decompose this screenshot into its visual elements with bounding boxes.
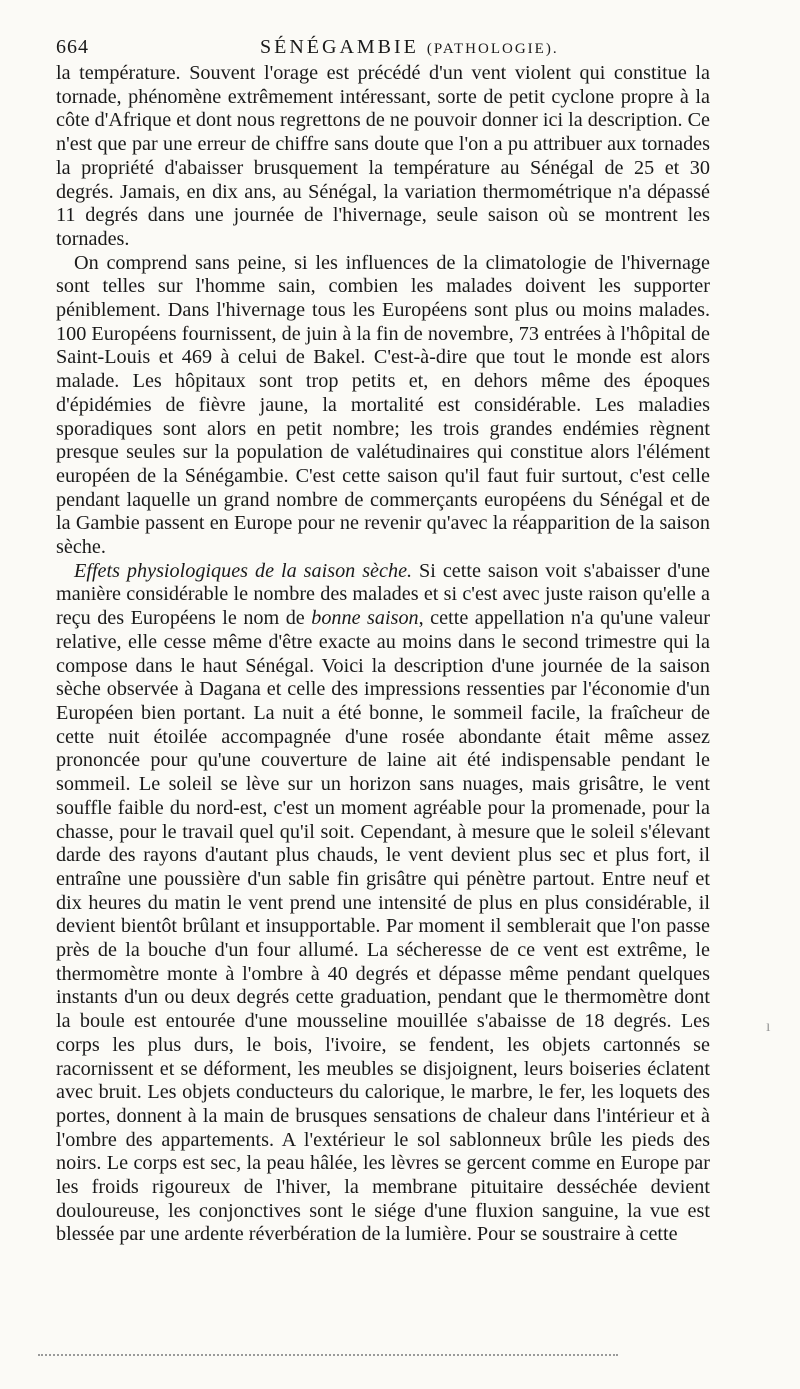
paragraph-text-a: Si cette saison voit s'abaisser d'une manière considérable le nombre des malades et si c'est avec juste raison qu'elle a reçu des Européens le nom de xyxy=(56,559,711,630)
running-title xyxy=(260,36,559,59)
emphasis-bonne-saison: bonne saison xyxy=(311,607,419,630)
section-lead-heading: Effets physiologiques de la saison sèche. xyxy=(74,559,413,582)
running-title-sub: (PATHOLOGIE). xyxy=(426,41,559,57)
body-text xyxy=(56,62,710,1247)
paragraph-text-b: , cette appellation n'a qu'une valeur relative, elle cesse même d'être exacte au moins dans le second trimestre qui la compose dans le haut Sénégal. Voici la description d'une journée de la saison sèche observée à Dagana et celle des impressions ressenties par l'économie d'un Européen bien portant. La nuit a été bonne, le sommeil facile, la fraîcheur de cette nuit étoilée accompagnée d'une rosée abondante était même assez prononcée pour qu'une couverture de laine ait été indispensable pendant le sommeil. Le soleil se lève sur un horizon sans nuages, mais grisâtre, le vent souffle faible du nord-est, c'est un moment agréable pour la promenade, pour la chasse, pour le travail quel qu'il soit. Cependant, à mesure que le soleil s'élevant darde des rayons d'autant plus chauds, le vent devient plus sec et plus fort, il entraîne une poussière d'un sable fin grisâtre qui pénètre partout. Entre neuf et dix heures du matin le vent prend une intensité de plus en plus considérable, il devient bientôt brûlant et insupportable. Par moment il semblerait que l'on passe près de la bouche d'un four allumé. La sécheresse de ce vent est extrême, le thermomètre monte à l'ombre à 40 degrés et dépasse même pendant quelques instants d'un ou deux degrés cette graduation, pendant que le thermomètre dont la boule est entourée d'une mousseline mouillée s'abaisse de 18 degrés. Les corps les plus durs, le bois, l'ivoire, se fendent, les objets cartonnés se racornissent et se déforment, les meubles se disjoignent, leurs boiseries éclatent avec bruit. Les objets conducteurs du calorique, le marbre, le fer, les loquets des portes, donnent à la main de brusques sensations de chaleur dans l'intérieur et à l'ombre des appartements. A l'extérieur le sol sablonneux brûle les pieds des noirs. Le corps est sec, la peau hâlée, les lèvres se gercent comme en Europe par les froids rigoureux de l'hiver, la membrane pituitaire desséchée devient douloureuse, les conjonctives sont le siége d'une fluxion sanguine, la vue est blessée par une ardente réverbération de la lumière. Pour se soustraire à cette xyxy=(56,607,710,1246)
footer-rule xyxy=(38,1354,618,1356)
paragraph-hivernage: On comprend sans peine, si les influences de la climatologie de l'hivernage sont telles sur l'homme sain, combien les malades doivent les supporter péniblement. Dans l'hivernage tous les Européens sont plus ou moins malades. 100 Européens fournissent, de juin à la fin de novembre, 73 entrées à l'hôpital de Saint-Louis et 469 à celui de Bakel. C'est-à-dire que tout le monde est alors malade. Les hôpitaux sont trop petits et, en dehors même des époques d'épidémies de fièvre jaune, la mortalité est considérable. Les maladies sporadiques sont alors en petit nombre; les trois grandes endémies règnent presque seules sur la population de valétudinaires qui constitue alors l'élément européen de la Sénégambie. C'est cette saison qu'il faut fuir surtout, c'est celle pendant laquelle un grand nombre de commerçants européens du Sénégal et de la Gambie passent en Europe pour ne revenir qu'avec la réapparition de la saison sèche. xyxy=(56,251,710,559)
page-header xyxy=(56,22,710,62)
paragraph-continued: la température. Souvent l'orage est précédé d'un vent violent qui constitue la tornade, phénomène extrêmement intéressant, sorte de petit cyclone propre à la côte d'Afrique et dont nous regrettons de ne pouvoir donner ici la description. Ce n'est que par une erreur de chiffre sans doute que l'on a pu attribuer aux tornades la propriété d'abaisser brusquement la température au Sénégal de 25 et 30 degrés. Jamais, en dix ans, au Sénégal, la variation thermométrique n'a dépassé 11 degrés dans une journée de l'hivernage, seule saison où se montrent les tornades. xyxy=(56,62,710,250)
running-title-main: SÉNÉGAMBIE xyxy=(260,36,419,58)
page-number: 664 xyxy=(56,36,89,58)
paragraph-saison-seche xyxy=(56,560,710,1247)
margin-mark: ı xyxy=(766,1018,771,1035)
